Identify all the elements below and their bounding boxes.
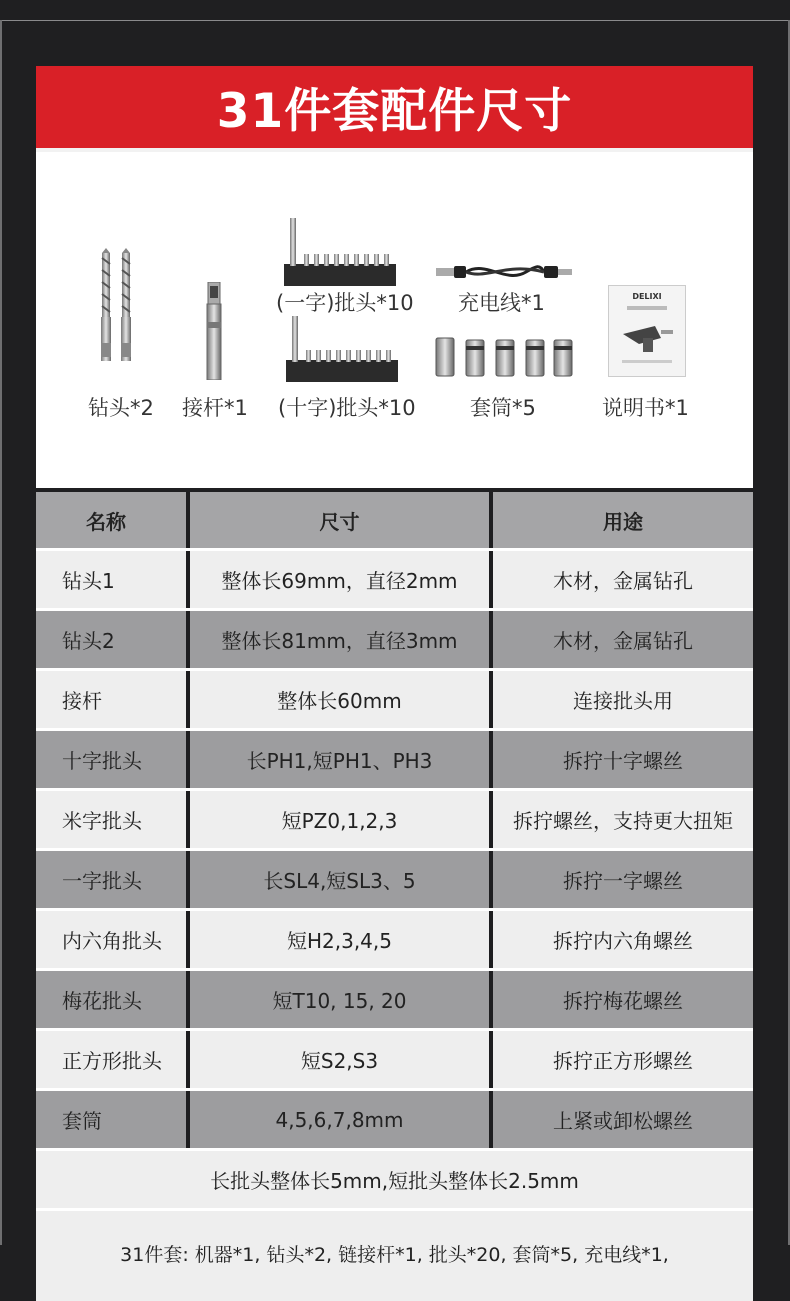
cell-size: 短PZ0,1,2,3 (190, 791, 493, 848)
kit-note-text: 31件套: 机器*1, 钻头*2, 链接杆*1, 批头*20, 套筒*5, 充电线*1, (120, 1244, 669, 1266)
charging-cable-icon (436, 260, 574, 284)
cell-name: 套筒 (36, 1091, 190, 1148)
cell-name: 一字批头 (36, 851, 190, 908)
sockets-icon (434, 336, 574, 378)
left-border (0, 20, 2, 1245)
cell-usage: 拆拧梅花螺丝 (563, 989, 683, 1013)
table-row (36, 728, 753, 788)
item-label-manual: 说明书*1 (602, 396, 689, 420)
cell-size: 短S2,S3 (190, 1031, 493, 1088)
page-title: 31件套配件尺寸 (36, 66, 753, 148)
cell-name: 接杆 (36, 671, 190, 728)
manual-brand: DELIXI (632, 292, 662, 301)
cell-size: 短H2,3,4,5 (190, 911, 493, 968)
item-label-flat-bits: (一字)批头*10 (276, 291, 414, 315)
cell-usage: 木材，金属钻孔 (553, 629, 693, 653)
cell-name: 正方形批头 (36, 1031, 190, 1088)
table-row (36, 608, 753, 668)
cell-size: 长SL4,短SL3、5 (190, 851, 493, 908)
cell-size: 整体长81mm，直径3mm (190, 611, 493, 668)
cell-usage: 木材，金属钻孔 (553, 569, 693, 593)
top-rule (0, 20, 790, 21)
table-row (36, 788, 753, 848)
accessories-panel (36, 152, 753, 488)
item-label-cable: 充电线*1 (458, 291, 545, 315)
cell-name: 十字批头 (36, 731, 190, 788)
cell-name: 钻头2 (36, 611, 190, 668)
table-row (36, 1088, 753, 1148)
table-row (36, 968, 753, 1028)
table-row (36, 848, 753, 908)
cell-usage: 连接批头用 (573, 689, 673, 713)
cell-size: 整体长69mm，直径2mm (190, 551, 493, 608)
spec-table (36, 492, 753, 1301)
cell-size: 短T10, 15, 20 (190, 971, 493, 1028)
manual-icon (608, 285, 686, 377)
table-footer-row (36, 1148, 753, 1208)
cell-name: 米字批头 (36, 791, 190, 848)
flat-bits-icon (284, 218, 398, 288)
table-header-row (36, 492, 753, 548)
cell-usage: 拆拧十字螺丝 (563, 749, 683, 773)
cell-name: 梅花批头 (36, 971, 190, 1028)
header-name: 名称 (36, 492, 190, 548)
item-label-drill: 钻头*2 (88, 396, 154, 420)
header-usage: 用途 (603, 509, 643, 534)
cell-size: 整体长60mm (190, 671, 493, 728)
cell-usage: 拆拧正方形螺丝 (553, 1049, 693, 1073)
screwdriver-illustration (609, 314, 685, 354)
header-size: 尺寸 (190, 492, 493, 548)
cell-usage: 拆拧螺丝，支持更大扭矩 (513, 809, 733, 833)
cell-size: 长PH1,短PH1、PH3 (190, 731, 493, 788)
extension-bar-icon (204, 282, 224, 380)
table-row (36, 668, 753, 728)
cell-usage: 上紧或卸松螺丝 (553, 1109, 693, 1133)
item-label-sockets: 套筒*5 (470, 396, 536, 420)
kit-note-row (36, 1208, 753, 1301)
item-label-extension: 接杆*1 (182, 396, 248, 420)
cell-usage: 拆拧内六角螺丝 (553, 929, 693, 953)
cell-usage: 拆拧一字螺丝 (563, 869, 683, 893)
cell-name: 内六角批头 (36, 911, 190, 968)
cross-bits-icon (286, 316, 400, 386)
cell-size: 4,5,6,7,8mm (190, 1091, 493, 1148)
table-row (36, 908, 753, 968)
table-row (36, 548, 753, 608)
table-row (36, 1028, 753, 1088)
item-label-cross-bits: (十字)批头*10 (278, 396, 416, 420)
drill-bit-icon (98, 248, 138, 378)
cell-name: 钻头1 (36, 551, 190, 608)
footer-text: 长批头整体长5mm,短批头整体长2.5mm (210, 1169, 579, 1193)
